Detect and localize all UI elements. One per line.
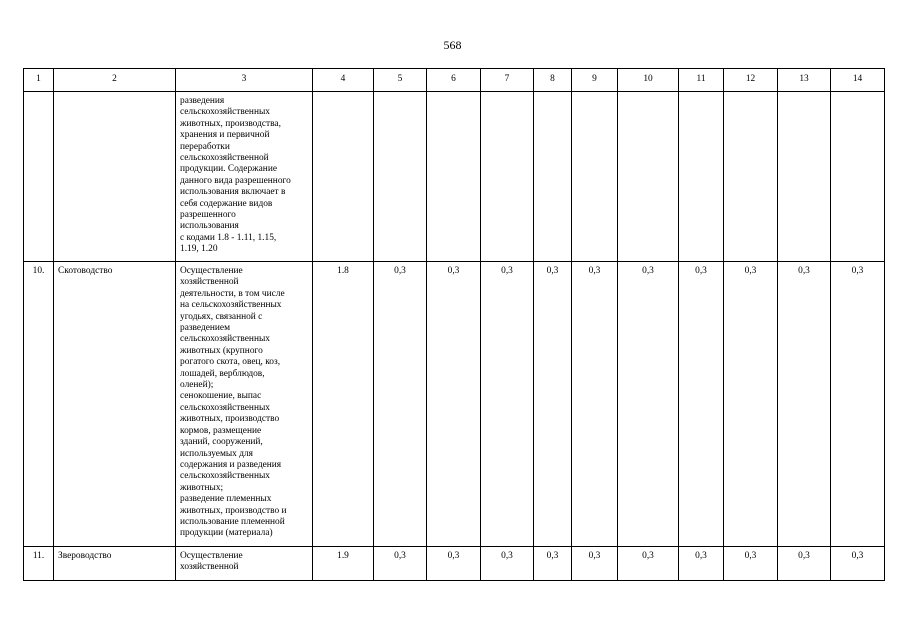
- column-header-14: 14: [831, 69, 885, 92]
- row-value: [572, 92, 618, 262]
- row-value: 0,3: [724, 262, 778, 547]
- row-value: 0,3: [427, 547, 481, 581]
- row-value: [618, 92, 679, 262]
- column-header-11: 11: [679, 69, 724, 92]
- page-number: 568: [443, 38, 462, 52]
- row-value: 0,3: [618, 547, 679, 581]
- row-value: 0,3: [831, 262, 885, 547]
- row-description-text: Осуществление хозяйственной деятельности, в том числе на сельскохозяйственных угодьях, связанной с разведением сельскохозяйственных животных (крупного рогатого скота, овец, коз, лошадей, верблюдов, оленей); сенокошение, выпас сельскохозяйственных животных, производство кормов, размещение зданий, сооружений, используемых для содержания и разведения сельскохозяйственных животных; разведение племенных животных, производство и использование племенной продукции (материала): [180, 266, 287, 539]
- row-description-text: Осуществление хозяйственной: [180, 551, 243, 573]
- row-description: [176, 547, 313, 581]
- table-row: [24, 262, 885, 547]
- row-value: 0,3: [481, 262, 534, 547]
- row-value: [481, 92, 534, 262]
- row-value: [427, 92, 481, 262]
- row-value: [831, 92, 885, 262]
- column-header-12: 12: [724, 69, 778, 92]
- row-name: [54, 92, 176, 262]
- row-value: [724, 92, 778, 262]
- row-value: 0,3: [778, 262, 831, 547]
- row-value: 0,3: [679, 547, 724, 581]
- row-code: 1.9: [313, 547, 374, 581]
- column-header-4: 4: [313, 69, 374, 92]
- row-name: Скотоводство: [54, 262, 176, 547]
- row-value: 0,3: [679, 262, 724, 547]
- row-value: 0,3: [374, 262, 427, 547]
- row-value: 0,3: [724, 547, 778, 581]
- row-value: 0,3: [572, 547, 618, 581]
- table-row: [24, 92, 885, 262]
- row-value: [778, 92, 831, 262]
- row-value: [679, 92, 724, 262]
- row-name: Звероводство: [54, 547, 176, 581]
- row-value: 0,3: [534, 547, 572, 581]
- row-value: 0,3: [778, 547, 831, 581]
- column-header-3: 3: [176, 69, 313, 92]
- row-number: [24, 92, 54, 262]
- column-header-8: 8: [534, 69, 572, 92]
- row-code: [313, 92, 374, 262]
- column-header-1: 1: [24, 69, 54, 92]
- row-value: 0,3: [374, 547, 427, 581]
- row-value: 0,3: [534, 262, 572, 547]
- column-header-2: 2: [54, 69, 176, 92]
- row-description: [176, 262, 313, 547]
- column-header-7: 7: [481, 69, 534, 92]
- column-header-10: 10: [618, 69, 679, 92]
- row-number: 11.: [24, 547, 54, 581]
- row-value: 0,3: [618, 262, 679, 547]
- row-value: [374, 92, 427, 262]
- row-value: 0,3: [572, 262, 618, 547]
- column-header-13: 13: [778, 69, 831, 92]
- row-value: 0,3: [481, 547, 534, 581]
- row-code: 1.8: [313, 262, 374, 547]
- column-header-6: 6: [427, 69, 481, 92]
- row-description-text: разведения сельскохозяйственных животных, производства, хранения и первичной переработки сельскохозяйственной продукции. Содержание данного вида разрешенного использования включает в себя содержание видов разрешенного использования с кодами 1.8 - 1.11, 1.15, 1.19, 1.20: [180, 96, 291, 255]
- table-row: [24, 547, 885, 581]
- column-header-9: 9: [572, 69, 618, 92]
- header-row: [24, 69, 885, 92]
- row-value: 0,3: [427, 262, 481, 547]
- row-value: 0,3: [831, 547, 885, 581]
- land-use-table: [23, 68, 885, 581]
- row-description: [176, 92, 313, 262]
- column-header-5: 5: [374, 69, 427, 92]
- row-number: 10.: [24, 262, 54, 547]
- row-value: [534, 92, 572, 262]
